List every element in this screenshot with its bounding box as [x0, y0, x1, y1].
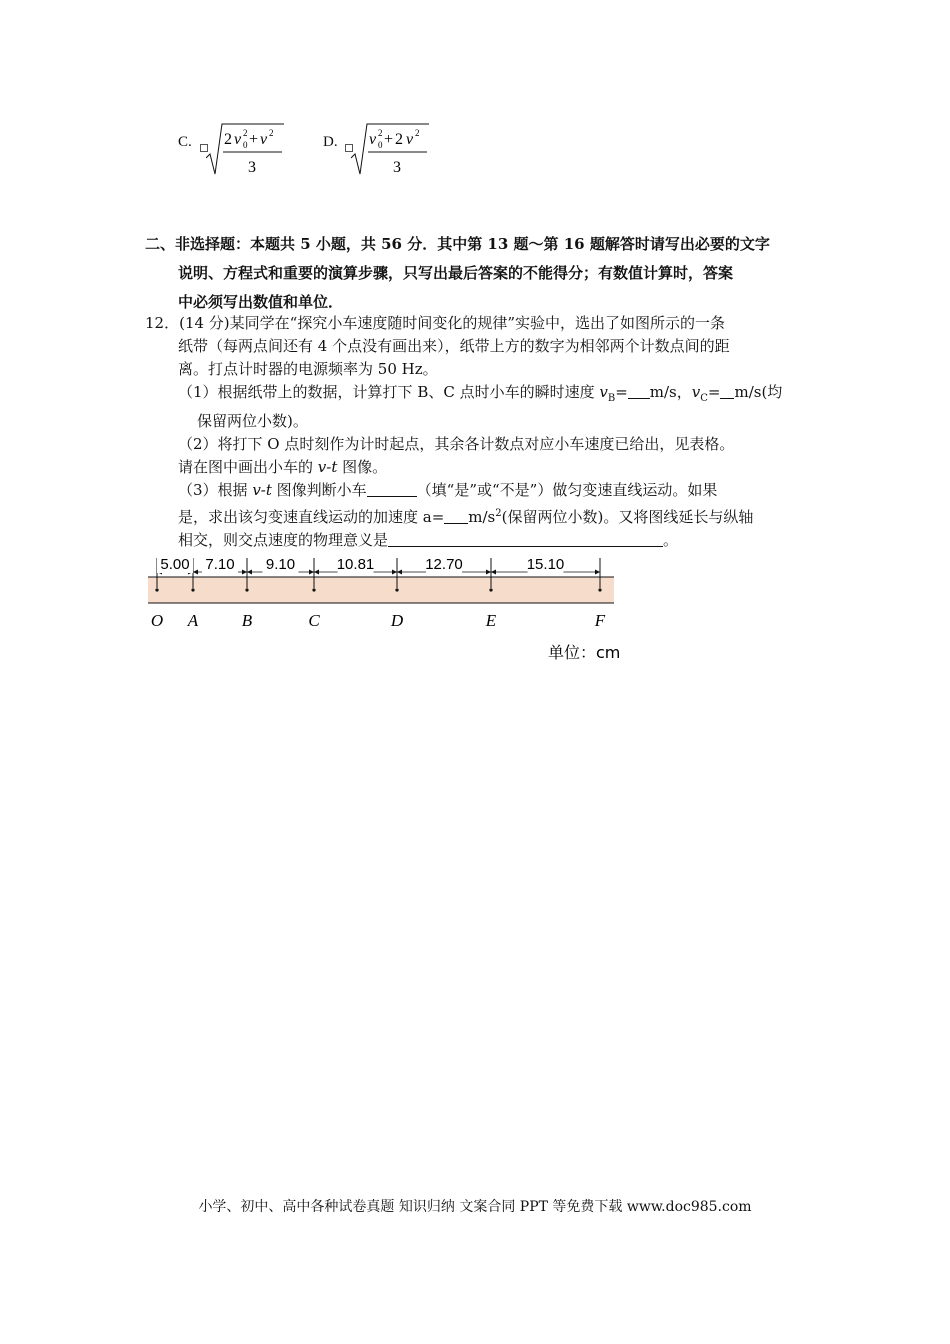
choice-c-num-d: v [260, 131, 268, 148]
part-3-text-a: （3）根据 [178, 481, 253, 499]
answer-blank-meaning[interactable] [388, 530, 663, 547]
question-intro-2: 纸带（每两点间还有 4 个点没有画出来），纸带上方的数字为相邻两个计数点间的距 [178, 337, 730, 355]
choice-d-label: D. [323, 134, 338, 150]
choice-d-plus: + [384, 131, 394, 148]
tape-unit-label: 单位：cm [548, 643, 621, 662]
distance-label: 10.81 [336, 556, 375, 573]
section-heading [145, 230, 815, 317]
point-label-C: C [308, 611, 320, 630]
arrow-head-icon [193, 570, 198, 575]
part-2-line-2 [145, 456, 815, 479]
part-2-text-b: 请在图中画出小车的 [178, 458, 318, 476]
choice-c-plus: + [249, 131, 259, 148]
question-number: 12． [145, 314, 180, 332]
choice-d-num-c: 2 [395, 131, 403, 148]
point-label-A: A [187, 611, 199, 630]
choice-d-num-b: v [369, 131, 377, 148]
point-label-B: B [241, 611, 253, 630]
choice-c-sup-d: 2 [269, 128, 274, 138]
symbol-vt-2: v-t [252, 481, 272, 499]
question-intro-3: 离。打点计时器的电源频率为 50 Hz。 [178, 360, 438, 378]
point-label-F: F [594, 611, 606, 630]
part-1-line-1 [145, 381, 815, 410]
symbol-vb: v [599, 383, 608, 401]
part-3-line-1 [145, 479, 815, 502]
symbol-vb-sub: B [607, 393, 616, 404]
paper-tape [148, 577, 614, 603]
part-1-eq-2: = [707, 383, 721, 401]
question-12 [145, 312, 815, 552]
part-3-line-2 [145, 502, 815, 529]
part-2-line-1: （2）将打下 O 点时刻作为计时起点，其余各计数点对应小车速度已给出，见表格。 [178, 435, 735, 453]
paper-tape-figure [148, 550, 628, 668]
symbol-vc: v [691, 383, 701, 401]
part-3-text-g: 相交，则交点速度的物理意义是 [178, 531, 389, 549]
question-intro-1-text: (14 分)某同学在“探究小车速度随时间变化的规律”实验中，选出了如图所示的一条 [179, 314, 725, 332]
question-intro-1 [145, 312, 815, 335]
point-label-E: E [485, 611, 497, 630]
choice-c-num-b: v [234, 131, 242, 148]
part-2-text-c: 图像。 [337, 458, 388, 476]
arrow-head-icon [486, 570, 491, 575]
part-3-line-3 [145, 529, 815, 552]
choice-c [178, 120, 288, 180]
tape-dot [155, 588, 158, 591]
tape-dot [312, 588, 315, 591]
answer-blank-judge[interactable] [367, 480, 417, 497]
point-label-D: D [390, 611, 404, 630]
part-1-text-c: m/s， [649, 383, 692, 401]
part-3-text-f: (保留两位小数)。又将图线延长与纵轴 [501, 508, 754, 526]
choice-c-num-a: 2 [224, 131, 232, 148]
choice-c-label: C. [178, 134, 192, 150]
symbol-vc-sub: C [700, 393, 708, 404]
arrow-head-icon [595, 570, 600, 575]
section-line-3: 中必须写出数值和单位． [178, 293, 344, 311]
point-label-O: O [150, 611, 164, 630]
answer-blank-vb[interactable] [628, 382, 650, 399]
page-footer: 小学、初中、高中各种试卷真题 知识归纳 文案合同 PPT 等免费下载 www.doc985.com [198, 1199, 752, 1215]
tape-dot [245, 588, 248, 591]
part-3-text-e: m/s [468, 508, 496, 526]
choice-c-formula [206, 120, 286, 180]
arrow-head-icon [309, 570, 314, 575]
tape-dot [395, 588, 398, 591]
part-3-text-b: 图像判断小车 [271, 481, 367, 499]
choice-d [323, 120, 433, 180]
tape-dot [489, 588, 492, 591]
answer-blank-accel[interactable] [444, 507, 468, 524]
symbol-vt: v-t [317, 458, 338, 476]
arrow-head-icon [491, 570, 496, 575]
arrow-head-icon [392, 570, 397, 575]
tape-dot [598, 588, 601, 591]
arrow-head-icon [314, 570, 319, 575]
choice-d-sup-b: 2 [378, 128, 383, 138]
distance-label: 5.00 [160, 556, 190, 573]
part-3-text-c: （填“是”或“不是”）做匀变速直线运动。如果 [416, 481, 718, 499]
distance-label: 9.10 [265, 556, 296, 573]
choice-d-sub-b: 0 [378, 140, 383, 150]
arrow-head-icon [397, 570, 402, 575]
choice-d-formula [351, 120, 431, 180]
choice-d-num-d: v [406, 131, 414, 148]
choice-d-sup-d: 2 [415, 128, 420, 138]
section-line-2: 说明、方程式和重要的演算步骤，只写出最后答案的不能得分；有数值计算时，答案 [178, 264, 734, 282]
choice-c-sup-b: 2 [243, 128, 248, 138]
arrow-head-icon [242, 570, 247, 575]
part-1-eq-1: = [615, 383, 628, 401]
arrow-head-icon [247, 570, 252, 575]
section-line-1: 二、非选择题：本题共 5 小题，共 56 分．其中第 13 题～第 16 题解答时请写出必要的文字 [145, 235, 770, 253]
part-1-line-2: 保留两位小数)。 [197, 412, 308, 430]
part-3-text-h: 。 [663, 531, 679, 549]
choice-c-den: 3 [248, 159, 256, 176]
part-3-text-d: 是，求出该匀变速直线运动的加速度 a= [178, 508, 445, 526]
unit-sup: 2 [495, 508, 502, 519]
choice-c-sub-b: 0 [243, 140, 248, 150]
tape-dot [191, 588, 194, 591]
distance-label: 15.10 [526, 556, 565, 573]
distance-label: 7.10 [205, 556, 235, 573]
distance-label: 12.70 [425, 556, 463, 573]
choice-d-den: 3 [393, 159, 401, 176]
answer-blank-vc[interactable] [720, 382, 734, 399]
part-1-text-a: （1）根据纸带上的数据，计算打下 B、C 点时小车的瞬时速度 [178, 383, 600, 401]
part-1-text-e: m/s(均 [734, 383, 783, 401]
